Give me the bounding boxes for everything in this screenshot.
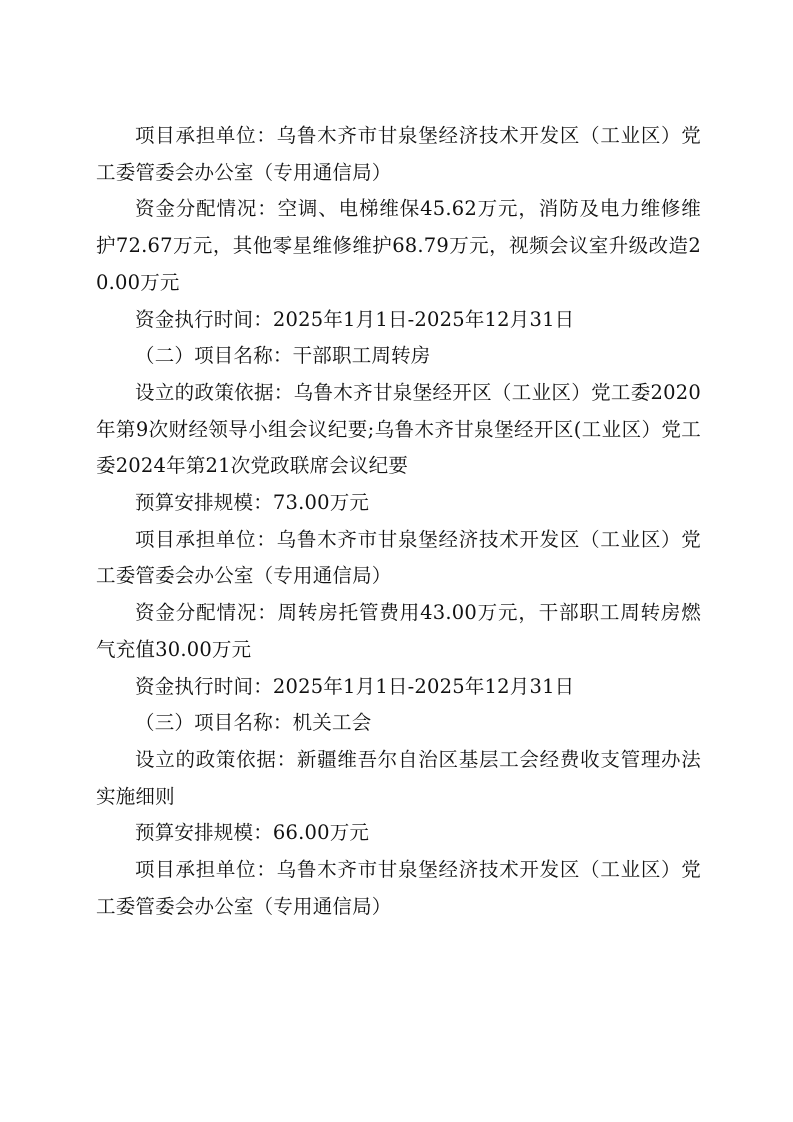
- project-name-3: （三）项目名称：机关工会: [135, 711, 372, 735]
- fund-allocation-1: 资金分配情况：空调、电梯维保45.62万元，消防及电力维修维护72.67万元，其他零星维修维护68.79万元，视频会议室升级改造20.00万元: [96, 197, 701, 294]
- undertaking-unit-1: 项目承担单位：乌鲁木齐市甘泉堡经济技术开发区（工业区）党工委管委会办公室（专用通信局）: [96, 124, 701, 184]
- project-name-2: （二）项目名称：干部职工周转房: [135, 344, 431, 368]
- budget-scale-2: 预算安排规模：73.00万元: [135, 491, 370, 515]
- fund-allocation-2: 资金分配情况：周转房托管费用43.00万元，干部职工周转房燃气充值30.00万元: [96, 601, 701, 661]
- undertaking-unit-2: 项目承担单位：乌鲁木齐市甘泉堡经济技术开发区（工业区）党工委管委会办公室（专用通信局）: [96, 527, 701, 588]
- execution-time-2: 资金执行时间：2025年1月1日-2025年12月31日: [135, 674, 575, 698]
- undertaking-unit-3: 项目承担单位：乌鲁木齐市甘泉堡经济技术开发区（工业区）党工委管委会办公室（专用通信局）: [96, 858, 701, 918]
- policy-basis-3: 设立的政策依据：新疆维吾尔自治区基层工会经费收支管理办法实施细则: [96, 747, 701, 808]
- execution-time-1: 资金执行时间：2025年1月1日-2025年12月31日: [135, 307, 575, 331]
- policy-basis-2: 设立的政策依据：乌鲁木齐甘泉堡经开区（工业区）党工委2020年第9次财经领导小组会议纪要;乌鲁木齐甘泉堡经开区(工业区）党工委2024年第21次党政联席会议纪要: [96, 380, 701, 478]
- document-body: [96, 118, 701, 925]
- budget-scale-3: 预算安排规模：66.00万元: [135, 821, 370, 845]
